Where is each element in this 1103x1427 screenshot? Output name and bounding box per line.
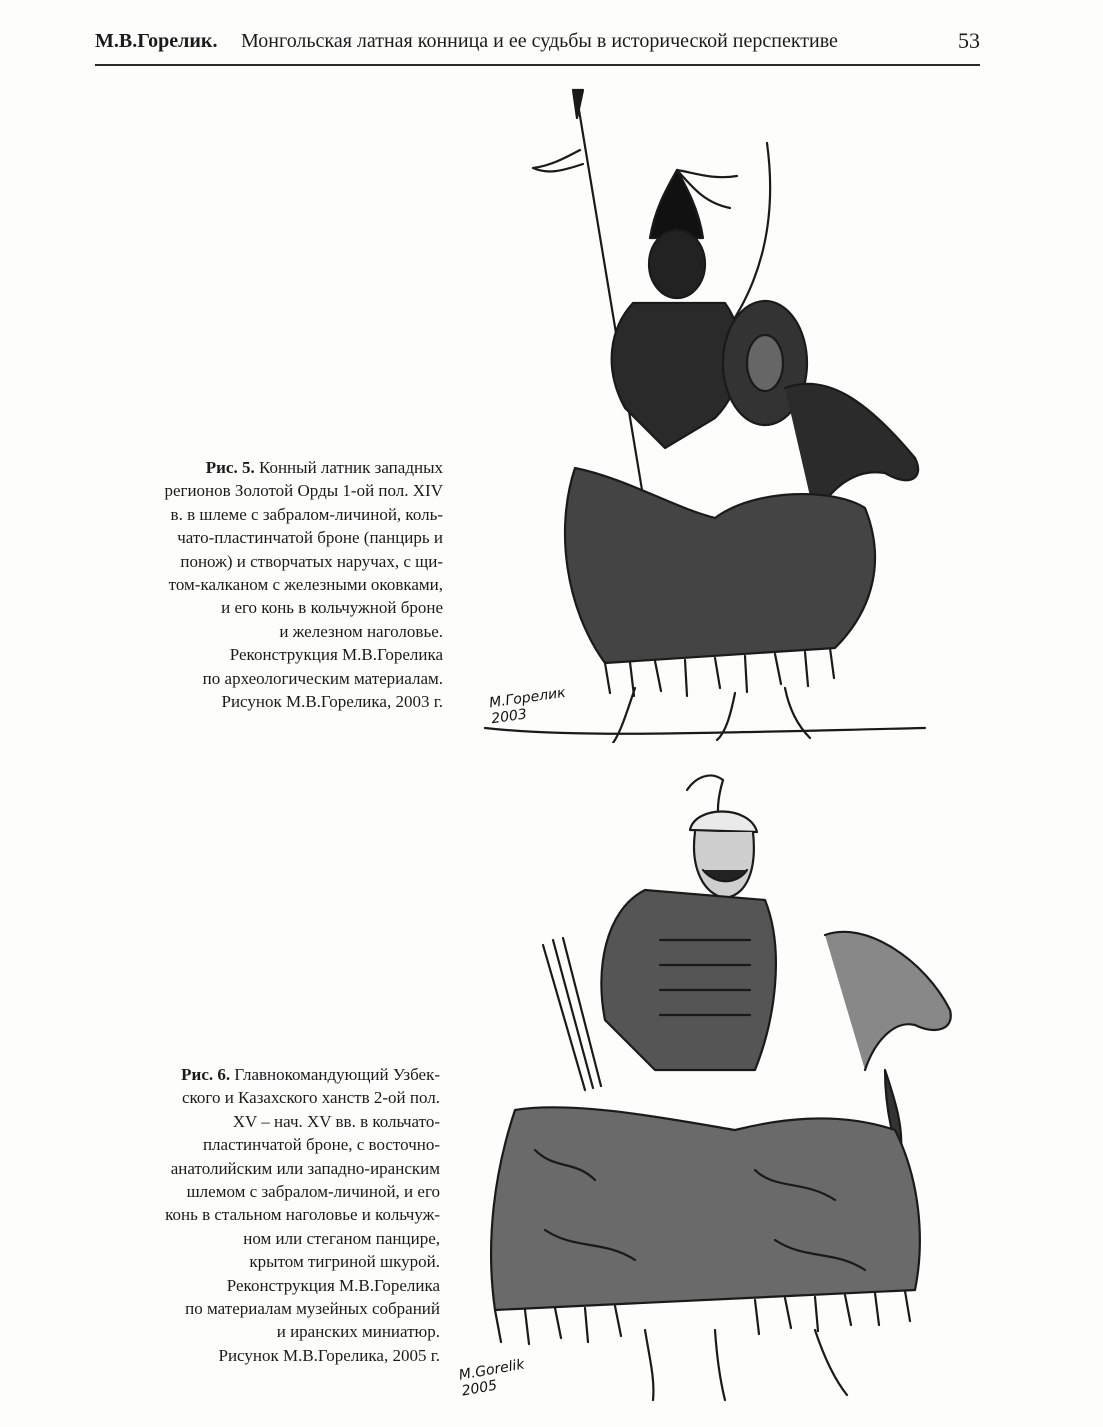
caption-line: чато-пластинчатой броне (панцирь и <box>177 528 443 548</box>
caption-line: ном или стеганом панцире, <box>243 1228 440 1248</box>
caption-line: и иранских миниатюр. <box>276 1322 440 1342</box>
horseman-drawing-icon <box>455 770 975 1405</box>
caption-line: по археологическим материалам. <box>202 668 443 688</box>
caption-line: конь в стальном наголовье и кольчуж- <box>165 1205 440 1225</box>
caption-line: Рисунок М.В.Горелика, 2003 г. <box>221 692 443 712</box>
signature-name: M.Gorelik <box>457 1356 526 1384</box>
caption-line: Рис. 6. Главнокомандующий Узбек- <box>181 1065 440 1084</box>
signature-year: 2003 <box>490 706 528 728</box>
caption-line: понож) и створчатых наручах, с щи- <box>180 551 443 571</box>
caption-line: Реконструкция М.В.Горелика <box>226 1275 440 1295</box>
caption-line: регионов Золотой Орды 1-ой пол. XIV <box>164 481 443 501</box>
caption-line: пластинчатой броне, с восточно- <box>202 1135 440 1155</box>
header-rule <box>95 64 980 66</box>
caption-line: шлемом с забралом-личиной, и его <box>186 1182 440 1202</box>
caption-line: XV – нач. XV вв. в кольчато- <box>232 1111 440 1131</box>
caption-line: и его конь в кольчужной броне <box>221 598 443 618</box>
figure-5-illustration <box>455 88 935 743</box>
caption-line: Рисунок М.В.Горелика, 2005 г. <box>218 1345 440 1365</box>
caption-line: Рис. 5. Конный латник западных <box>205 458 443 477</box>
caption-line: крытом тигриной шкурой. <box>249 1252 440 1272</box>
figure-6-illustration <box>455 770 975 1405</box>
header-author: М.В.Горелик. <box>95 30 218 52</box>
figure-5-caption <box>164 456 443 713</box>
running-header <box>95 30 980 64</box>
signature-year: 2005 <box>460 1377 499 1400</box>
signature-name: М.Горелик <box>488 684 567 712</box>
page-number: 53 <box>958 28 980 53</box>
header-title: Монгольская латная конница и ее судьбы в исторической перспективе <box>241 30 838 52</box>
caption-line: ского и Казахского ханств 2-ой пол. <box>181 1088 440 1108</box>
figure-6-caption <box>165 1063 440 1367</box>
caption-line: в. в шлеме с забралом-личиной, коль- <box>170 504 443 524</box>
caption-line: том-калканом с железными оковками, <box>168 575 443 595</box>
caption-line: анатолийским или западно-иранским <box>170 1158 440 1178</box>
caption-line: Реконструкция М.В.Горелика <box>229 645 443 665</box>
caption-line: и железном наголовье. <box>279 621 443 641</box>
horseman-drawing-icon <box>455 88 935 743</box>
figure-label: Рис. 6. <box>181 1065 231 1084</box>
caption-line: по материалам музейных собраний <box>185 1299 440 1319</box>
figure-label: Рис. 5. <box>205 458 255 477</box>
